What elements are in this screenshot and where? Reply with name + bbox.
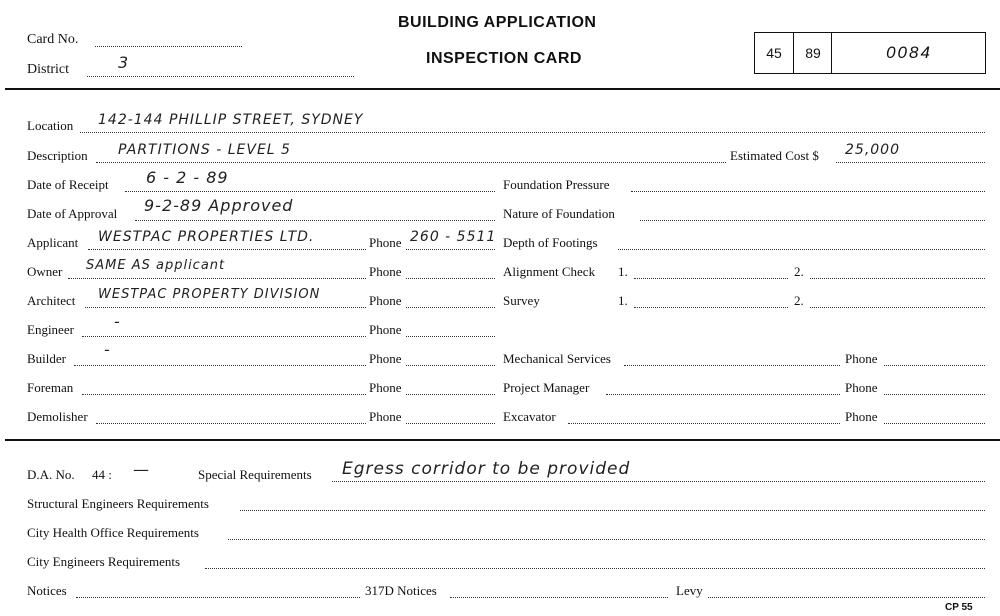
survey-num2: 2. [794,293,804,308]
alignment-check-field-2[interactable] [810,278,985,279]
engineer-field[interactable] [82,336,366,337]
foundation-pressure-field[interactable] [631,191,985,192]
city-engineers-label: City Engineers Requirements [27,554,181,569]
demolisher-field[interactable] [96,423,366,424]
special-requirements-label: Special Requirements [198,467,312,482]
architect-phone-label: Phone [369,293,402,308]
estimated-cost-label: Estimated Cost $ [730,148,819,163]
project-manager-label: Project Manager [503,380,590,395]
date-approval-field[interactable] [135,220,495,221]
location-label: Location [27,118,74,133]
date-approval-label: Date of Approval [27,206,118,221]
owner-field[interactable] [68,278,366,279]
number-box-3: 0084 [831,33,986,73]
da-no-label: D.A. No. [27,467,75,482]
header-divider [5,88,1000,90]
builder-field[interactable] [74,365,366,366]
date-approval-value: 9-2-89 Approved [144,196,294,215]
architect-label: Architect [27,293,76,308]
date-receipt-value: 6 - 2 - 89 [146,168,229,187]
foreman-phone-field[interactable] [406,394,495,395]
notices-field[interactable] [76,597,360,598]
description-value: PARTITIONS - LEVEL 5 [118,142,291,158]
description-label: Description [27,148,88,163]
district-field[interactable] [87,76,354,77]
applicant-value: WESTPAC PROPERTIES LTD. [98,229,315,245]
alignment-check-field-1[interactable] [634,278,788,279]
owner-phone-field[interactable] [406,278,495,279]
structural-engineers-label: Structural Engineers Requirements [27,496,209,511]
architect-field[interactable] [85,307,366,308]
applicant-label: Applicant [27,235,79,250]
foreman-phone-label: Phone [369,380,402,395]
alignment-check-label: Alignment Check [503,264,596,279]
foreman-label: Foreman [27,380,74,395]
city-health-field[interactable] [228,539,985,540]
description-field[interactable] [96,162,726,163]
alignment-check-num2: 2. [794,264,804,279]
architect-phone-field[interactable] [406,307,495,308]
date-receipt-label: Date of Receipt [27,177,109,192]
demolisher-phone-label: Phone [369,409,402,424]
project-manager-phone-label: Phone [845,380,878,395]
owner-phone-label: Phone [369,264,402,279]
mechanical-phone-label: Phone [845,351,878,366]
location-field[interactable] [80,132,985,133]
survey-num1: 1. [618,293,628,308]
depth-footings-field[interactable] [618,249,985,250]
nature-foundation-field[interactable] [640,220,985,221]
special-requirements-field[interactable] [332,481,985,482]
applicant-phone-field[interactable] [406,249,495,250]
form-code: CP 55 [945,602,973,613]
builder-value: - [104,340,111,359]
da-no-value: — [133,460,150,479]
alignment-check-num1: 1. [618,264,628,279]
applicant-phone-value: 260 - 5511 [410,229,497,245]
project-manager-phone-field[interactable] [884,394,985,395]
number-box-1: 45 [766,45,782,61]
engineer-value: - [114,312,121,331]
form-title-line2: INSPECTION CARD [426,50,582,67]
card-no-field[interactable] [95,46,242,47]
levy-label: Levy [676,583,703,598]
survey-field-2[interactable] [810,307,985,308]
applicant-field[interactable] [88,249,366,250]
excavator-label: Excavator [503,409,556,424]
structural-engineers-field[interactable] [240,510,985,511]
form-title-line1: BUILDING APPLICATION [398,14,597,31]
city-health-label: City Health Office Requirements [27,525,199,540]
excavator-field[interactable] [568,423,840,424]
applicant-phone-label: Phone [369,235,402,250]
mechanical-services-label: Mechanical Services [503,351,611,366]
demolisher-label: Demolisher [27,409,88,424]
builder-phone-label: Phone [369,351,402,366]
district-label: District [27,62,69,77]
card-number-box [754,32,986,74]
depth-footings-label: Depth of Footings [503,235,598,250]
notices-label: Notices [27,583,67,598]
mechanical-services-field[interactable] [624,365,840,366]
nature-foundation-label: Nature of Foundation [503,206,615,221]
excavator-phone-field[interactable] [884,423,985,424]
da-no-prefix: 44 : [92,467,112,482]
estimated-cost-field[interactable] [836,162,985,163]
survey-field-1[interactable] [634,307,788,308]
builder-label: Builder [27,351,66,366]
notices-317d-label: 317D Notices [365,583,437,598]
engineer-phone-label: Phone [369,322,402,337]
engineer-phone-field[interactable] [406,336,495,337]
foundation-pressure-label: Foundation Pressure [503,177,610,192]
special-requirements-value: Egress corridor to be provided [342,459,631,479]
notices-317d-field[interactable] [450,597,668,598]
levy-field[interactable] [708,597,985,598]
section-divider [5,439,1000,441]
district-value: 3 [118,53,130,72]
card-no-label: Card No. [27,32,79,47]
mechanical-phone-field[interactable] [884,365,985,366]
date-receipt-field[interactable] [125,191,495,192]
engineer-label: Engineer [27,322,74,337]
demolisher-phone-field[interactable] [406,423,495,424]
survey-label: Survey [503,293,540,308]
estimated-cost-value: 25,000 [845,142,900,158]
builder-phone-field[interactable] [406,365,495,366]
city-engineers-field[interactable] [205,568,985,569]
owner-label: Owner [27,264,63,279]
foreman-field[interactable] [82,394,366,395]
excavator-phone-label: Phone [845,409,878,424]
number-box-2: 89 [793,33,832,73]
project-manager-field[interactable] [606,394,840,395]
location-value: 142-144 PHILLIP STREET, SYDNEY [98,112,364,128]
owner-value: SAME AS applicant [86,258,226,273]
architect-value: WESTPAC PROPERTY DIVISION [98,287,321,302]
